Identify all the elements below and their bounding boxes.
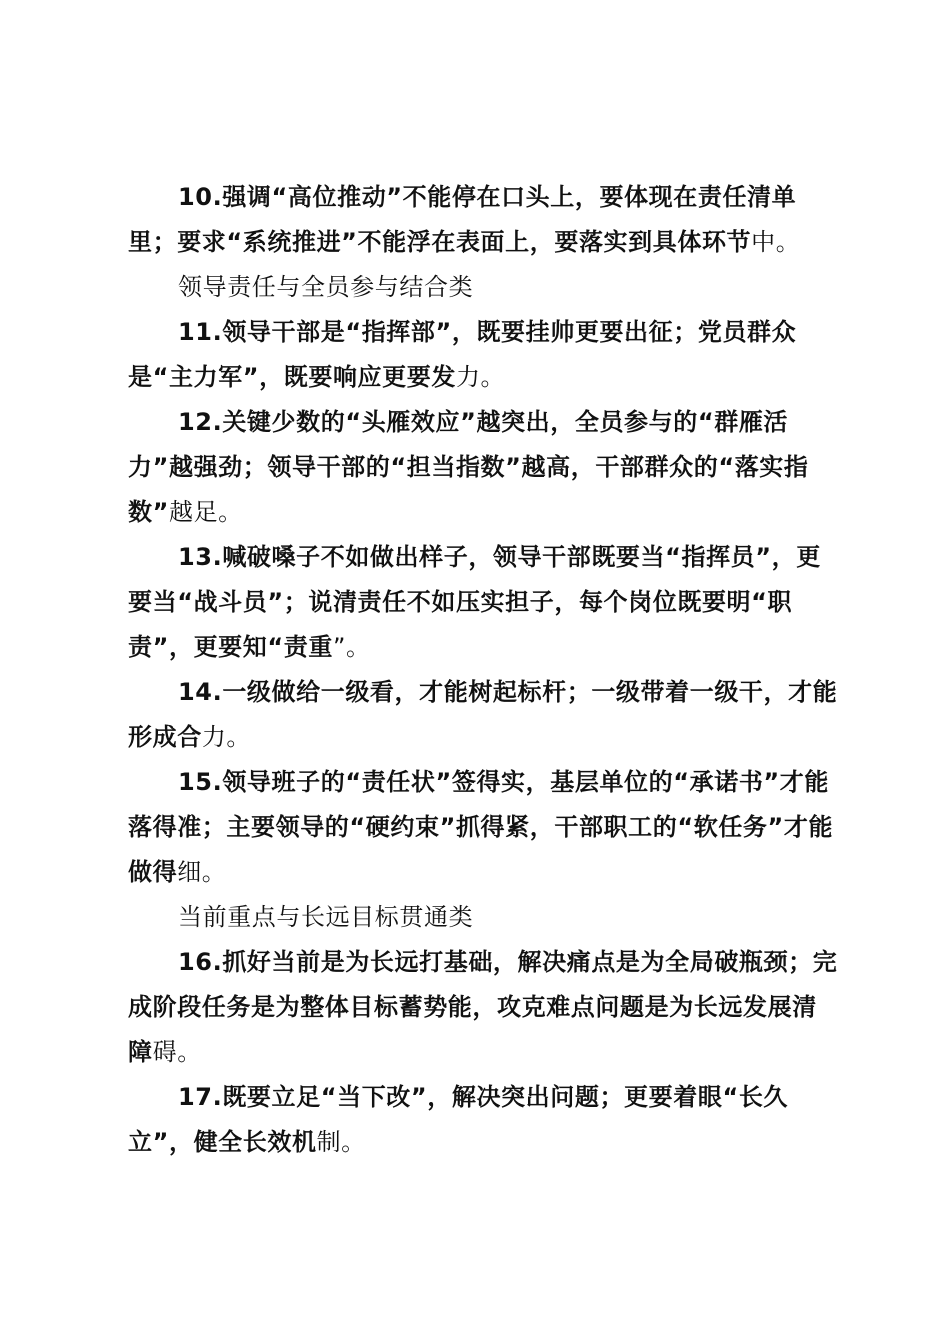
paragraph-text: 17.既要立足“当下改”，解决突出问题；更要着眼“长久立”，健全长效机: [128, 1083, 789, 1156]
paragraph-14: [128, 670, 838, 760]
section-heading-leadership: 领导责任与全员参与结合类: [178, 273, 474, 301]
paragraph-10: [128, 175, 838, 265]
paragraph-text: 15.领导班子的“责任状”签得实，基层单位的“承诺书”才能落得准；主要领导的“硬约束”抓得紧，干部职工的“软任务”才能做得: [128, 768, 834, 886]
paragraph-tail: 制。: [316, 1128, 366, 1156]
paragraph-text: 14.一级做给一级看，才能树起标杆；一级带着一级干，才能形成合: [128, 678, 838, 751]
paragraph-13: [128, 535, 838, 670]
document-body: [128, 175, 838, 1165]
paragraph-15: [128, 760, 838, 895]
paragraph-tail: 碍。: [152, 1038, 202, 1066]
paragraph-tail: 力。: [455, 363, 506, 391]
paragraph-16: [128, 940, 838, 1075]
paragraph-11: [128, 310, 838, 400]
paragraph-12: [128, 400, 838, 535]
paragraph-tail: 中。: [751, 228, 801, 256]
section-heading-goals: 当前重点与长远目标贯通类: [178, 903, 474, 931]
paragraph-text: 11.领导干部是“指挥部”，既要挂帅更要出征；党员群众是“主力军”，既要响应更要发: [128, 318, 797, 391]
paragraph-text: 13.喊破嗓子不如做出样子，领导干部既要当“指挥员”，更要当“战斗员”；说清责任不如压实担子，每个岗位既要明“职责”，更要知“责重: [128, 543, 821, 661]
paragraph-text: 16.抓好当前是为长远打基础，解决痛点是为全局破瓶颈；完成阶段任务是为整体目标蓄势能，攻克难点问题是为长远发展清障: [128, 948, 838, 1066]
paragraph-tail: 越足。: [168, 498, 243, 526]
paragraph-tail: 力。: [201, 723, 252, 751]
paragraph-tail: ”。: [332, 633, 371, 661]
paragraph-17: [128, 1075, 838, 1165]
paragraph-text: 10.强调“高位推动”不能停在口头上，要体现在责任清单里；要求“系统推进”不能浮在表面上，要落实到具体环节: [128, 183, 797, 256]
paragraph-tail: 细。: [177, 858, 227, 886]
paragraph-text: 12.关键少数的“头雁效应”越突出，全员参与的“群雁活力”越强劲；领导干部的“担当指数”越高，干部群众的“落实指数”: [128, 408, 809, 526]
